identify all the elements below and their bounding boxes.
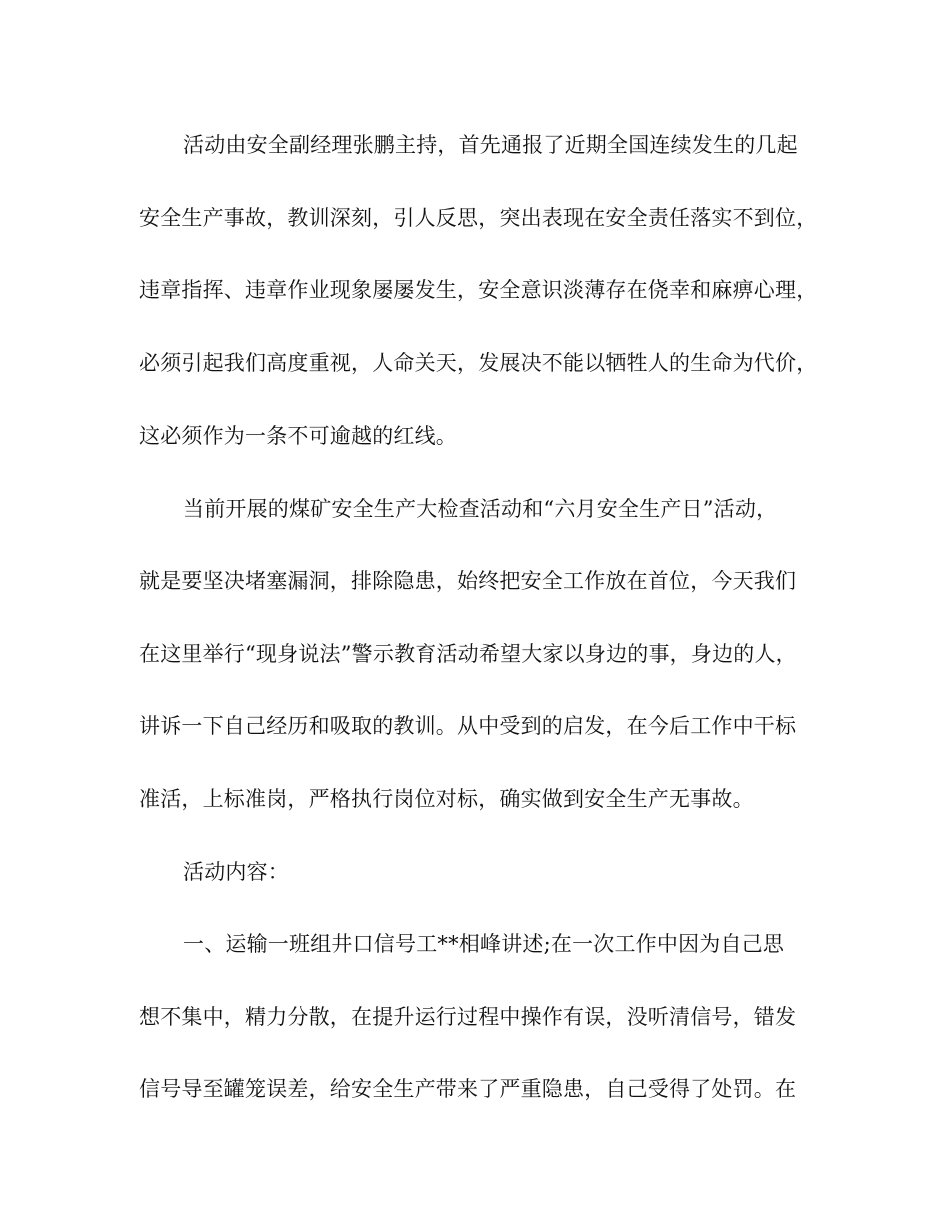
paragraph-line: 想不集中，精力分散，在提升运行过程中操作有误，没听清信号，错发 [139, 1005, 797, 1029]
paragraph-line: 准活，上标准岗，严格执行岗位对标，确实做到安全生产无事故。 [139, 787, 754, 811]
paragraph-line: 必须引起我们高度重视，人命关天，发展决不能以牺牲人的生命为代价， [139, 351, 818, 375]
paragraph-line: 当前开展的煤矿安全生产大检查活动和“六月安全生产日”活动， [183, 497, 778, 521]
paragraph-line: 活动由安全副经理张鹏主持，首先通报了近期全国连续发生的几起 [183, 133, 798, 157]
paragraph-line: 这必须作为一条不可逾越的红线。 [139, 424, 457, 448]
paragraph-line: 信号导至罐笼误差，给安全生产带来了严重隐患，自己受得了处罚。在 [139, 1077, 797, 1101]
paragraph-line: 违章指挥、违章作业现象屡屡发生，安全意识淡薄存在侥幸和麻痹心理， [139, 278, 818, 302]
paragraph-line: 讲诉一下自己经历和吸取的教训。从中受到的启发，在今后工作中干标 [139, 714, 797, 738]
paragraph-line: 就是要坚决堵塞漏洞，排除隐患，始终把安全工作放在首位，今天我们 [139, 569, 797, 593]
paragraph-line: 安全生产事故，教训深刻，引人反思，突出表现在安全责任落实不到位， [139, 206, 818, 230]
section-heading: 活动内容： [183, 860, 289, 884]
paragraph-line: 一、运输一班组井口信号工**相峰讲述;在一次工作中因为自己思 [183, 932, 785, 956]
paragraph-line: 在这里举行“现身说法”警示教育活动希望大家以身边的事，身边的人， [139, 642, 797, 666]
